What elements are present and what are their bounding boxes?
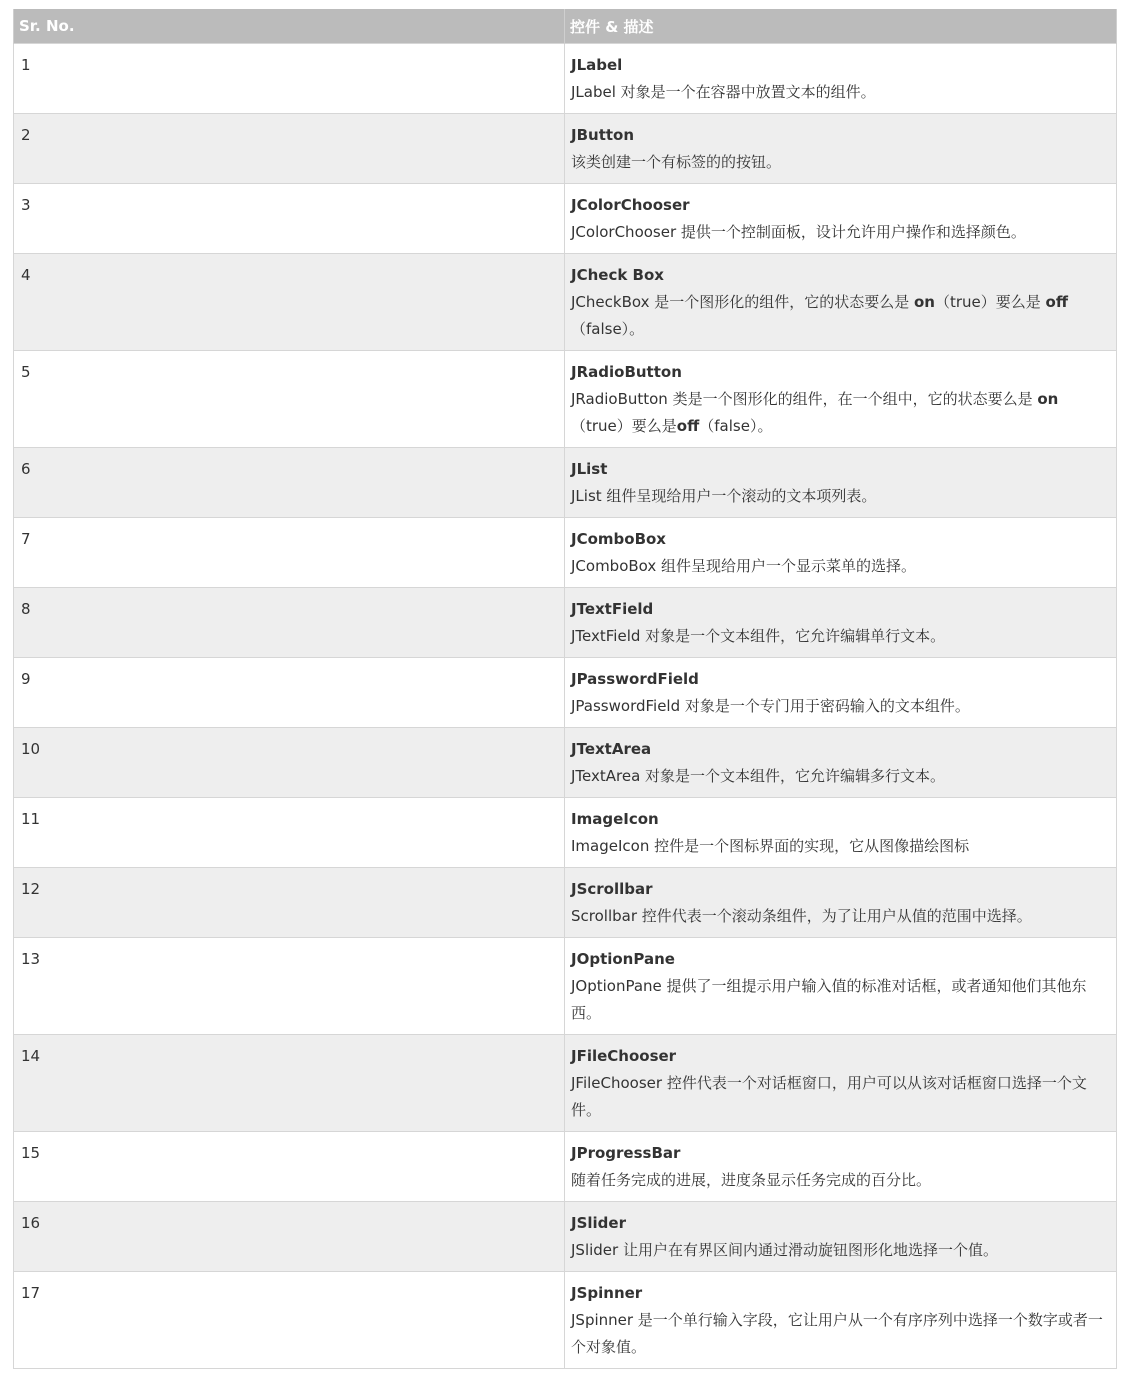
row-number: 12 xyxy=(14,868,565,938)
description-text: 随着任务完成的进展，进度条显示任务完成的百分比。 xyxy=(571,1171,932,1189)
control-description xyxy=(571,483,1110,510)
control-cell xyxy=(565,448,1117,518)
header-row xyxy=(14,9,1117,44)
description-text: JTextField 对象是一个文本组件，它允许编辑单行文本。 xyxy=(571,627,946,645)
description-text: ImageIcon 控件是一个图标界面的实现，它从图像描绘图标 xyxy=(571,837,970,855)
control-name: JComboBox xyxy=(571,530,666,548)
control-cell xyxy=(565,184,1117,254)
row-number: 8 xyxy=(14,588,565,658)
table-row xyxy=(14,588,1117,658)
control-cell xyxy=(565,351,1117,448)
row-number: 17 xyxy=(14,1272,565,1369)
table-body xyxy=(14,44,1117,1369)
control-name: JLabel xyxy=(571,56,623,74)
control-description xyxy=(571,149,1110,176)
row-number: 5 xyxy=(14,351,565,448)
row-number: 7 xyxy=(14,518,565,588)
table-row xyxy=(14,868,1117,938)
table-row xyxy=(14,798,1117,868)
description-keyword: on xyxy=(914,293,935,311)
table-row xyxy=(14,351,1117,448)
table-row xyxy=(14,44,1117,114)
control-cell xyxy=(565,728,1117,798)
control-cell xyxy=(565,1272,1117,1369)
control-cell xyxy=(565,588,1117,658)
table-row xyxy=(14,1035,1117,1132)
description-text: JSlider 让用户在有界区间内通过滑动旋钮图形化地选择一个值。 xyxy=(571,1241,998,1259)
description-keyword: off xyxy=(676,417,700,435)
control-name: JOptionPane xyxy=(571,950,675,968)
row-number: 16 xyxy=(14,1202,565,1272)
row-number: 11 xyxy=(14,798,565,868)
control-description xyxy=(571,693,1110,720)
controls-table-container xyxy=(13,9,1116,1369)
description-text: JRadioButton 类是一个图形化的组件，在一个组中，它的状态要么是 xyxy=(571,390,1038,408)
table-row xyxy=(14,518,1117,588)
table-row xyxy=(14,658,1117,728)
control-cell xyxy=(565,44,1117,114)
row-number: 3 xyxy=(14,184,565,254)
table-row xyxy=(14,1272,1117,1369)
control-cell xyxy=(565,254,1117,351)
control-cell xyxy=(565,518,1117,588)
description-text: （false）。 xyxy=(699,417,773,435)
control-description xyxy=(571,289,1110,343)
control-cell xyxy=(565,1035,1117,1132)
description-text: （true）要么是 xyxy=(571,417,677,435)
table-row xyxy=(14,1202,1117,1272)
description-text: JColorChooser 提供一个控制面板，设计允许用户操作和选择颜色。 xyxy=(571,223,1026,241)
table-row xyxy=(14,184,1117,254)
row-number: 14 xyxy=(14,1035,565,1132)
description-text: （false）。 xyxy=(571,320,645,338)
row-number: 1 xyxy=(14,44,565,114)
control-cell xyxy=(565,798,1117,868)
table-row xyxy=(14,114,1117,184)
row-number: 15 xyxy=(14,1132,565,1202)
control-name: JColorChooser xyxy=(571,196,690,214)
control-description xyxy=(571,1237,1110,1264)
table-row xyxy=(14,448,1117,518)
description-text: （true）要么是 xyxy=(934,293,1046,311)
table-row xyxy=(14,254,1117,351)
control-name: JTextField xyxy=(571,600,654,618)
description-text: JPasswordField 对象是一个专门用于密码输入的文本组件。 xyxy=(571,697,970,715)
control-description xyxy=(571,219,1110,246)
control-name: JCheck Box xyxy=(571,266,664,284)
row-number: 9 xyxy=(14,658,565,728)
control-name: JScrollbar xyxy=(571,880,653,898)
description-text: JOptionPane 提供了一组提示用户输入值的标准对话框，或者通知他们其他东西。 xyxy=(571,977,1087,1022)
control-description xyxy=(571,1070,1110,1124)
table-header xyxy=(14,9,1117,44)
control-description xyxy=(571,553,1110,580)
row-number: 13 xyxy=(14,938,565,1035)
description-text: JTextArea 对象是一个文本组件，它允许编辑多行文本。 xyxy=(571,767,946,785)
header-sr-no: Sr. No. xyxy=(14,9,565,44)
description-text: JFileChooser 控件代表一个对话框窗口，用户可以从该对话框窗口选择一个文件。 xyxy=(571,1074,1087,1119)
control-name: JList xyxy=(571,460,608,478)
control-name: JTextArea xyxy=(571,740,652,758)
control-description xyxy=(571,903,1110,930)
control-cell xyxy=(565,658,1117,728)
control-name: JPasswordField xyxy=(571,670,699,688)
control-description xyxy=(571,973,1110,1027)
control-name: JProgressBar xyxy=(571,1144,681,1162)
description-text: JComboBox 组件呈现给用户一个显示菜单的选择。 xyxy=(571,557,917,575)
table-row xyxy=(14,938,1117,1035)
row-number: 4 xyxy=(14,254,565,351)
description-text: JSpinner 是一个单行输入字段，它让用户从一个有序序列中选择一个数字或者一个对象值。 xyxy=(571,1311,1103,1356)
control-name: ImageIcon xyxy=(571,810,659,828)
header-control-description: 控件 & 描述 xyxy=(565,9,1117,44)
table-row xyxy=(14,1132,1117,1202)
control-description xyxy=(571,386,1110,440)
control-description xyxy=(571,79,1110,106)
description-text: 该类创建一个有标签的的按钮。 xyxy=(571,153,782,171)
control-description xyxy=(571,833,1110,860)
row-number: 10 xyxy=(14,728,565,798)
control-description xyxy=(571,623,1110,650)
control-name: JSlider xyxy=(571,1214,626,1232)
control-cell xyxy=(565,1132,1117,1202)
description-keyword: on xyxy=(1037,390,1059,408)
row-number: 2 xyxy=(14,114,565,184)
control-cell xyxy=(565,938,1117,1035)
description-text: JCheckBox 是一个图形化的组件，它的状态要么是 xyxy=(571,293,914,311)
description-keyword: off xyxy=(1045,293,1069,311)
row-number: 6 xyxy=(14,448,565,518)
controls-table xyxy=(13,9,1117,1369)
table-row xyxy=(14,728,1117,798)
control-cell xyxy=(565,114,1117,184)
control-description xyxy=(571,1167,1110,1194)
control-name: JRadioButton xyxy=(571,363,682,381)
control-name: JSpinner xyxy=(571,1284,643,1302)
control-name: JButton xyxy=(571,126,635,144)
control-name: JFileChooser xyxy=(571,1047,677,1065)
control-cell xyxy=(565,868,1117,938)
control-description xyxy=(571,1307,1110,1361)
description-text: Scrollbar 控件代表一个滚动条组件，为了让用户从值的范围中选择。 xyxy=(571,907,1032,925)
control-description xyxy=(571,763,1110,790)
description-text: JList 组件呈现给用户一个滚动的文本项列表。 xyxy=(571,487,877,505)
control-cell xyxy=(565,1202,1117,1272)
description-text: JLabel 对象是一个在容器中放置文本的组件。 xyxy=(571,83,876,101)
